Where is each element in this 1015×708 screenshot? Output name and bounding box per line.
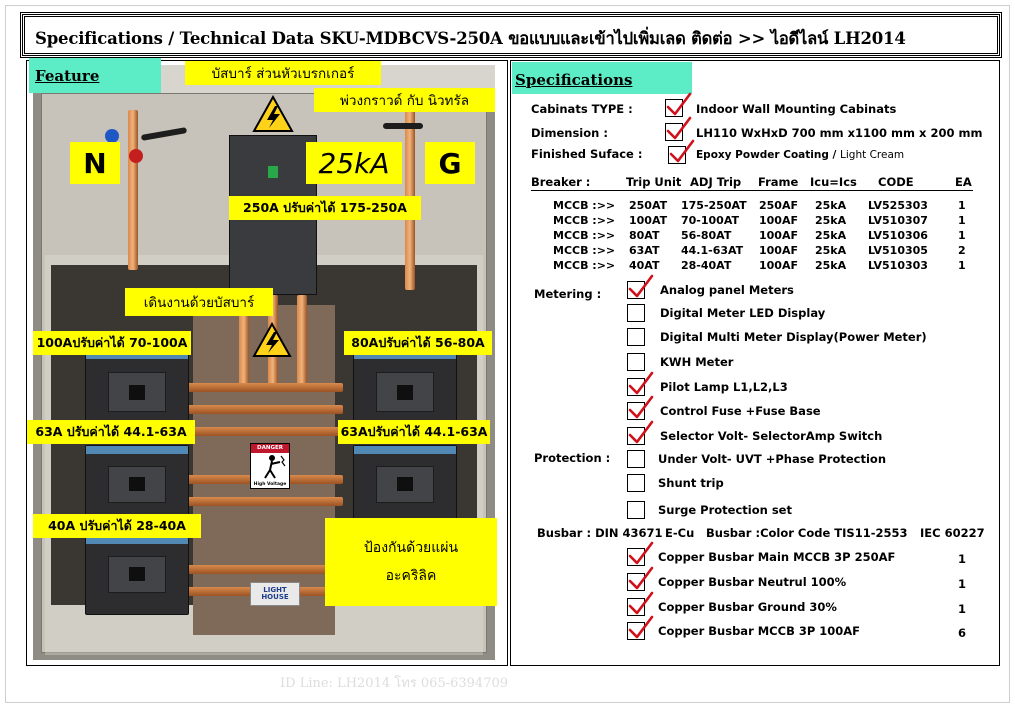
dimension-label: Dimension :: [531, 126, 608, 140]
metering-checkbox[interactable]: [627, 402, 645, 420]
label-busbar-run: เดินงานด้วยบัสบาร์: [125, 288, 273, 316]
busbar-option-label: Copper Busbar Ground 30%: [658, 600, 837, 614]
label-breaker-63a-right: 63Aปรับค่าได้ 44.1-63A: [338, 420, 490, 444]
breaker-table-cell: LV510307: [868, 214, 928, 227]
label-breaker-80a: 80Aปรับค่าได้ 56-80A: [344, 331, 492, 355]
breaker-table-cell: 40AT: [629, 259, 660, 272]
light-house-logo: [250, 582, 300, 606]
breaker-table-cell: 250AF: [759, 199, 798, 212]
busbar-standard: Busbar : DIN 43671: [537, 526, 663, 540]
busbar-qty: 6: [958, 626, 967, 640]
busbar-option-label: Copper Busbar MCCB 3P 100AF: [658, 624, 861, 638]
specifications-heading: Specifications: [515, 71, 633, 89]
busbar-qty: 1: [958, 577, 967, 591]
breaker-table-header: EA: [955, 175, 972, 189]
breaker-table-cell: 25kA: [815, 259, 847, 272]
busbar-color-code: Busbar :Color Code TIS11-2553: [706, 526, 908, 540]
breaker-table-header: Frame: [758, 175, 799, 189]
red-check-icon: [626, 274, 654, 300]
breaker-table-cell: LV510306: [868, 229, 928, 242]
metering-option-label: Selector Volt- SelectorAmp Switch: [660, 429, 883, 443]
breaker-table-cell: 25kA: [815, 244, 847, 257]
logo-text: LIGHT HOUSE: [261, 586, 289, 601]
busbar-iec: IEC 60227: [920, 526, 985, 540]
riser-busbar: [297, 295, 307, 385]
breaker-table-header: Breaker :: [531, 175, 591, 189]
breaker-63a-left: [85, 445, 189, 525]
breaker-table-cell: 250AT: [629, 199, 668, 212]
metering-option-label: Control Fuse +Fuse Base: [660, 404, 821, 418]
breaker-table-cell: 1: [958, 259, 966, 272]
label-rating: 25kA: [306, 142, 402, 184]
finish-label: Finished Suface :: [531, 147, 643, 161]
metering-checkbox[interactable]: [627, 304, 645, 322]
danger-sign-title: DANGER: [251, 444, 289, 453]
cabinet-type-label: Cabinats TYPE :: [531, 102, 633, 116]
breaker-table-cell: 2: [958, 244, 966, 257]
red-check-icon: [664, 92, 692, 118]
horizontal-busbar: [183, 565, 343, 574]
label-breaker-100a: 100Aปรับค่าได้ 70-100A: [33, 331, 191, 355]
metering-checkbox[interactable]: [627, 281, 645, 299]
breaker-table-cell: 1: [958, 229, 966, 242]
metering-checkbox[interactable]: [627, 378, 645, 396]
high-voltage-warning-icon: [252, 95, 294, 133]
electric-shock-icon: [252, 454, 290, 480]
breaker-table-cell: 100AF: [759, 244, 798, 257]
metering-checkbox[interactable]: [627, 353, 645, 371]
breaker-table-cell: 1: [958, 214, 966, 227]
breaker-table-cell: 70-100AT: [681, 214, 739, 227]
red-check-icon: [626, 591, 654, 617]
red-check-icon: [626, 541, 654, 567]
protection-checkbox[interactable]: [627, 450, 645, 468]
horizontal-busbar: [183, 497, 343, 506]
metering-option-label: KWH Meter: [660, 355, 734, 369]
protection-option-label: Shunt trip: [658, 476, 724, 490]
acrylic-line-2: อะคริลิค: [385, 568, 437, 584]
dimension-value: LH110 WxHxD 700 mm x1100 mm x 200 mm: [696, 126, 983, 140]
breaker-table-cell: LV510305: [868, 244, 928, 257]
label-breaker-63a-left: 63A ปรับค่าได้ 44.1-63A: [27, 420, 195, 444]
protection-checkbox[interactable]: [627, 474, 645, 492]
busbar-checkbox[interactable]: [627, 622, 645, 640]
busbar-option-label: Copper Busbar Neutrul 100%: [658, 575, 847, 589]
label-ground-neutral: พ่วงกราวด์ กับ นิวทรัล: [314, 88, 495, 112]
breaker-table-cell: 63AT: [629, 244, 660, 257]
label-acrylic: [325, 518, 497, 606]
protection-label: Protection :: [534, 451, 611, 465]
horizontal-busbar: [183, 405, 343, 414]
finish-value: Epoxy Powder Coating / Light Cream: [696, 149, 905, 161]
protection-checkbox[interactable]: [627, 501, 645, 519]
watermark: ID Line: LH2014 โทร 065-6394709: [280, 676, 509, 691]
breaker-table-cell: MCCB :>>: [553, 244, 616, 257]
acrylic-line-1: ป้องกันด้วยแผ่น: [363, 540, 459, 556]
finish-checkbox: [668, 146, 686, 164]
breaker-table-header: ADJ Trip: [690, 175, 742, 189]
red-check-icon: [626, 371, 654, 397]
breaker-table-cell: 28-40AT: [681, 259, 732, 272]
breaker-table-header-rule: [531, 190, 973, 191]
red-check-icon: [667, 139, 695, 165]
high-voltage-warning-icon: [252, 322, 292, 358]
breaker-table-cell: 56-80AT: [681, 229, 732, 242]
feature-heading: Feature: [35, 67, 100, 85]
protection-option-label: Under Volt- UVT +Phase Protection: [658, 452, 887, 466]
blue-wire-end: [105, 129, 119, 143]
red-check-icon: [626, 420, 654, 446]
breaker-table-cell: 25kA: [815, 214, 847, 227]
breaker-table-cell: LV525303: [868, 199, 928, 212]
red-check-icon: [626, 395, 654, 421]
breaker-40a: [85, 535, 189, 615]
metering-option-label: Pilot Lamp L1,L2,L3: [660, 380, 788, 394]
red-wire-end: [129, 149, 143, 163]
breaker-table-header: Trip Unit: [626, 175, 682, 189]
danger-sign: [250, 443, 290, 489]
label-breaker-40a: 40A ปรับค่าได้ 28-40A: [33, 514, 201, 538]
breaker-table-cell: LV510303: [868, 259, 928, 272]
busbar-checkbox[interactable]: [627, 548, 645, 566]
breaker-table-cell: MCCB :>>: [553, 199, 616, 212]
breaker-table-cell: 25kA: [815, 229, 847, 242]
breaker-table-cell: MCCB :>>: [553, 229, 616, 242]
metering-checkbox[interactable]: [627, 427, 645, 445]
breaker-table-cell: 100AF: [759, 214, 798, 227]
cabinet-type-value: Indoor Wall Mounting Cabinats: [696, 102, 897, 116]
red-check-icon: [626, 615, 654, 641]
label-main-breaker: 250A ปรับค่าได้ 175-250A: [229, 196, 421, 220]
breaker-table-cell: 100AF: [759, 229, 798, 242]
breaker-table-cell: MCCB :>>: [553, 214, 616, 227]
busbar-material: E-Cu: [665, 526, 695, 540]
breaker-table-header: CODE: [878, 175, 914, 189]
cabinet-type-checkbox: [665, 99, 683, 117]
metering-checkbox[interactable]: [627, 328, 645, 346]
busbar-option-label: Copper Busbar Main MCCB 3P 250AF: [658, 550, 896, 564]
protection-option-label: Surge Protection set: [658, 503, 792, 517]
breaker-63a-right: [353, 445, 457, 525]
feature-tag: [29, 58, 161, 93]
busbar-qty: 1: [958, 552, 967, 566]
metering-option-label: Digital Multi Meter Display(Power Meter): [660, 330, 927, 344]
breaker-table-cell: 1: [958, 199, 966, 212]
horizontal-busbar: [183, 427, 343, 436]
label-breaker-head-busbar: บัสบาร์ ส่วนหัวเบรกเกอร์: [185, 61, 381, 85]
specifications-tag: [512, 62, 692, 94]
breaker-table-cell: 44.1-63AT: [681, 244, 744, 257]
busbar-checkbox[interactable]: [627, 598, 645, 616]
breaker-table-cell: 80AT: [629, 229, 660, 242]
label-ground: G: [425, 142, 475, 184]
breaker-table-cell: 175-250AT: [681, 199, 747, 212]
neutral-busbar: [128, 110, 138, 270]
metering-option-label: Analog panel Meters: [660, 283, 794, 297]
metering-label: Metering :: [534, 287, 602, 301]
metering-option-label: Digital Meter LED Display: [660, 306, 826, 320]
red-check-icon: [626, 566, 654, 592]
wire: [383, 123, 423, 129]
label-neutral: N: [70, 142, 120, 184]
danger-sign-caption: High Voltage: [253, 482, 287, 487]
breaker-table-cell: 100AT: [629, 214, 668, 227]
breaker-table-cell: MCCB :>>: [553, 259, 616, 272]
breaker-table-cell: 25kA: [815, 199, 847, 212]
breaker-table-header: Icu=Ics: [810, 175, 857, 189]
title-box: [22, 14, 1000, 56]
breaker-table-cell: 100AF: [759, 259, 798, 272]
page-title: Specifications / Technical Data SKU-MDBCVS-250A ขอแบบและเข้าไปเพิ่มเลด ติดต่อ >> ไอดีไลน์ LH2014: [35, 29, 906, 48]
horizontal-busbar: [183, 383, 343, 392]
busbar-checkbox[interactable]: [627, 573, 645, 591]
busbar-qty: 1: [958, 602, 967, 616]
